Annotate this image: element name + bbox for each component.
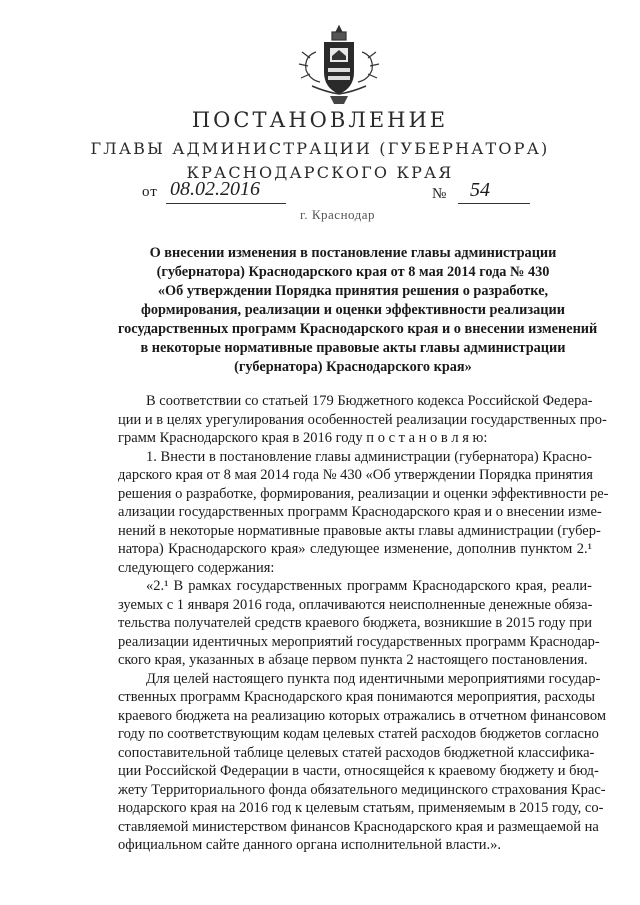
title-line: формирования, реализации и оценки эффективности реализации — [140, 302, 565, 318]
body-line: нодарского края на 2016 год к целевым статьям, применяемым в 2015 году, со- — [118, 800, 604, 816]
body-line: нений в некоторые нормативные правовые акты главы администрации (губер- — [118, 522, 601, 539]
title-line: (губернатора) Краснодарского края от 8 мая 2014 года № 430 — [156, 264, 550, 280]
body-line: реализации идентичных мероприятий государственных программ Краснодар- — [118, 633, 600, 650]
body-line: натора) Краснодарского края» следующее изменение, дополнив пунктом 2.¹ — [118, 541, 592, 557]
body-line: ции и в целях урегулирования особенностей реализации государственных про- — [118, 411, 607, 428]
body-line: грамм Краснодарского края в 2016 году п о с т а н о в л я ю: — [118, 430, 488, 446]
body-line: 1. Внести в постановление главы администрации (губернатора) Красно- — [146, 448, 592, 465]
body-line: «2.¹ В рамках государственных программ Краснодарского края, реали- — [146, 578, 592, 594]
document-title — [118, 244, 598, 377]
title-line: «Об утверждении Порядка принятия решения о разработке, — [157, 283, 549, 299]
city-label: г. Краснодар — [300, 207, 376, 222]
body-line: краевого бюджета на реализацию которых отражались в отчетном финансовом — [118, 707, 606, 724]
body-line: году по соответствующим кодам целевых статей расходов бюджетов согласно — [118, 726, 599, 742]
issuer-heading-line1: ГЛАВЫ АДМИНИСТРАЦИИ (ГУБЕРНАТОРА) — [90, 139, 550, 158]
date-label: от — [142, 184, 158, 200]
body-line: В соответствии со статьей 179 Бюджетного кодекса Российской Федера- — [146, 393, 593, 409]
issuer-heading-line2: КРАСНОДАРСКОГО КРАЯ — [186, 163, 454, 182]
body-line: тельства получателей средств краевого бюджета, возникшие в 2015 году при — [118, 615, 592, 631]
title-line: государственных программ Краснодарского края и о внесении изменений — [118, 321, 598, 337]
body-line: ции Российской Федерации в части, относящейся к краевому бюджету и бюд- — [118, 763, 599, 779]
body-line: решения о разработке, формирования, реализации и оценки эффективности ре- — [118, 485, 609, 502]
title-line: (губернатора) Краснодарского края» — [234, 359, 472, 375]
document-type-heading: ПОСТАНОВЛЕНИЕ — [191, 108, 449, 132]
body-line: Для целей настоящего пункта под идентичными мероприятиями государ- — [146, 670, 601, 687]
body-line: жету Территориального фонда обязательного медицинского страхования Крас- — [118, 781, 606, 798]
number-label: № — [432, 186, 447, 202]
body-line: зуемых с 1 января 2016 года, оплачиваются неисполненные денежные обяза- — [118, 596, 593, 613]
body-line: ственных программ Краснодарского края понимаются мероприятия, расходы — [118, 689, 595, 705]
title-line: О внесении изменения в постановление главы администрации — [149, 245, 557, 261]
body-line: ализации государственных программ Краснодарского края и о внесении изме- — [118, 504, 602, 520]
body-line: ставляемой министерством финансов Краснодарского края и размещаемой на — [118, 818, 599, 835]
document-body — [118, 392, 609, 855]
body-line: дарского края от 8 мая 2014 года № 430 «Об утверждении Порядка принятия — [118, 467, 593, 483]
body-line: следующего содержания: — [118, 559, 275, 576]
title-line: в некоторые нормативные правовые акты главы администрации — [140, 340, 566, 356]
date-underline — [166, 203, 286, 204]
body-line: официальном сайте данного органа исполнительной власти.». — [118, 837, 501, 853]
handwritten-number: 54 — [470, 179, 490, 201]
body-line: ского края, указанных в абзаце первом пункта 2 настоящего постановления. — [118, 652, 588, 668]
number-underline — [458, 203, 530, 204]
body-line: сопоставительной таблице целевых статей расходов бюджетной классифика- — [118, 744, 595, 761]
handwritten-date: 08.02.2016 — [170, 178, 260, 200]
krasnodar-coat-of-arms-emblem — [296, 22, 382, 106]
